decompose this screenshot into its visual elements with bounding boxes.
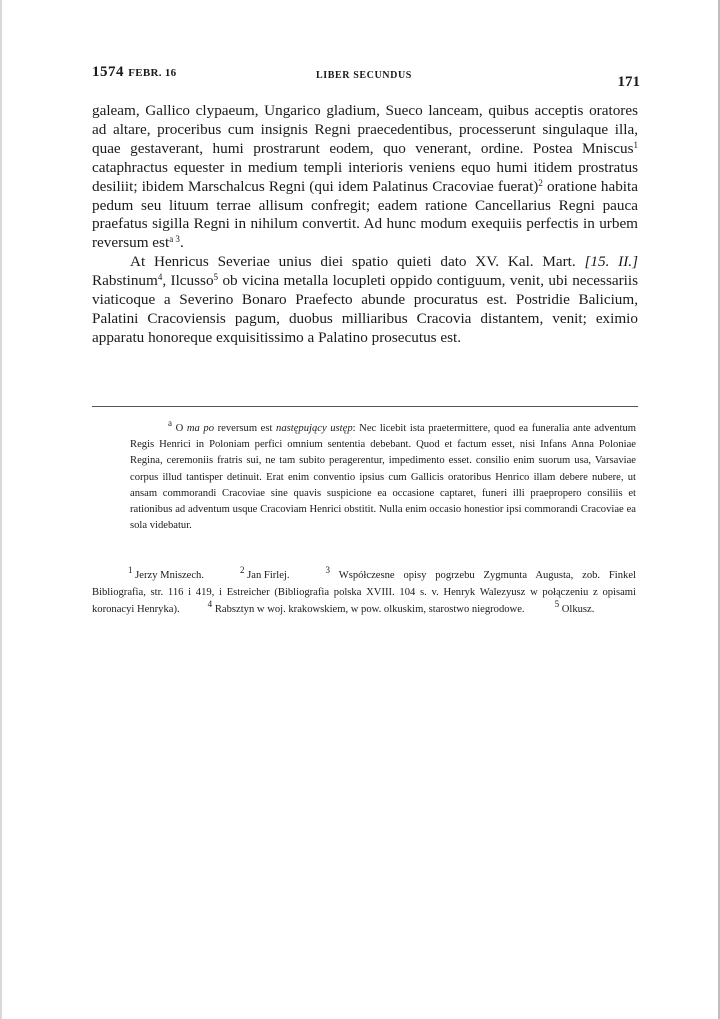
footnote-ref-1: 1 <box>633 139 638 150</box>
footnote-ref-4: 4 <box>157 272 163 283</box>
footnote-3-num: 3 <box>325 565 331 575</box>
footnote-4 <box>207 599 525 615</box>
paragraph-2 <box>92 253 638 348</box>
footnote-ref-2: 2 <box>538 177 543 188</box>
editorial-date: [15. II.] <box>584 253 639 271</box>
running-header <box>92 64 640 90</box>
footnote-ref-a3: a 3 <box>169 234 180 245</box>
scan-edge-left <box>0 0 2 1019</box>
footnote-5-text: Olkusz. <box>561 604 595 615</box>
header-date <box>92 64 177 81</box>
header-year: 1574 <box>92 64 124 80</box>
paragraph-1-text-c: oratione habita pedum seu lituum terrae allisum confregit; eadem ratione Cancellarius Regni pauca praefatus sigilla Regni in nihilum convertit. Ad hunc modum exequiis perfectis in urbem reversum est <box>92 177 638 252</box>
note-a-lead: O <box>172 423 187 434</box>
footnote-2-text: Jan Firlej. <box>247 570 290 581</box>
paragraph-2-text-b: Rabstinum <box>92 272 158 290</box>
footnote-ref-5: 5 <box>213 272 219 283</box>
footnote-4-text: Rabsztyn w woj. krakowskiem, w pow. olkuskim, starostwo niegrodowe. <box>214 604 525 615</box>
footnote-divider <box>92 406 638 407</box>
note-a-italic-1: ma po <box>186 423 215 434</box>
paragraph-1-text-d: . <box>179 234 184 252</box>
header-title: LIBER SECUNDUS <box>316 70 412 81</box>
textual-note-a <box>130 418 636 534</box>
paragraph-2-text-a: At Henricus Severiae unius diei spatio quieti dato XV. Kal. Mart. <box>130 253 576 271</box>
numbered-footnotes <box>92 567 636 618</box>
footnote-1-num: 1 <box>128 565 133 575</box>
note-a-mid: reversum est <box>214 423 277 434</box>
note-a-italic-2: następujący ustęp <box>276 423 353 434</box>
paragraph-2-text-c: , Ilcusso <box>162 272 214 290</box>
footnote-2-num: 2 <box>240 565 245 575</box>
paragraph-1-text-b: cataphractus equester in medium templi interioris veniens equo humi itidem prostratus desiliit; ibidem Marschalcus Regni (qui idem Palatinus Cracoviae fuerat) <box>92 158 638 195</box>
footnote-3-text: Współczesne opisy pogrzebu Zygmunta Augusta, zob. Finkel Bibliografia, str. 116 i 419, i Estreicher (Bibliografia polska XVIII. 104 s. v. Henryk Walezyusz w połączeniu z opisami koronacyi Henryka). <box>92 570 636 615</box>
page-number: 171 <box>617 74 640 90</box>
footnote-1-text: Jerzy Mniszech. <box>135 570 204 581</box>
paragraph-2-text-d: ob vicina metalla locupleti oppido contiguum, venit, ubi necessariis viaticoque a Severino Bonaro Praefecto abunde procuratus est. Postridie Balicium, Palatini Cracoviensis pagum, duobus milliaribus Cracovia distantem, venit; eximio apparatu honoreque exquisitissimo a Palatino prosecutus est. <box>92 272 638 346</box>
footnote-4-num: 4 <box>207 599 213 609</box>
footnote-5 <box>554 599 595 615</box>
footnote-5-num: 5 <box>554 599 560 609</box>
footnote-2 <box>240 567 290 584</box>
header-month-day: FEBR. 16 <box>128 67 177 79</box>
note-a-text: : Nec licebit ista praetermittere, quod ea funeralia ante adventum Regis Henrici in Poloniam perfici omnium sententia debebant. Quod et factum esset, nisi Infans Anna Poloniae Regina, ceremoniis fratris sui, ne tam subito peragerentur, impedimento esset. consilio enim suorum usa, Varsaviae corpus illud tantisper detinuit. Erat enim conventio ipsius cum Gallicis oratoribus Henrico illam debere nubere, ut ansam commorandi Cracoviae sine quavis suspicione ea occasione captaret, funeri illi praepropero consiliis et rationibus ad adventum usque Cracoviam Henrici obstitit. Nulla enim occasio honestior ipsi commorandi Cracoviae ea sola videbatur. <box>130 423 636 532</box>
paragraph-1 <box>92 102 638 253</box>
paragraph-1-text-a: galeam, Gallico clypaeum, Ungarico gladium, Sueco lanceam, quibus acceptis oratores ad altare, proceribus cum insignis Regni praecedentibus, processerunt singulaque illa, quae gestaverant, humi prostrarunt eodem, quo venerant, ordine. Postea Mniscus <box>92 102 638 157</box>
note-a-marker: a <box>168 418 172 428</box>
main-text <box>92 102 638 348</box>
footnote-1 <box>128 567 204 584</box>
